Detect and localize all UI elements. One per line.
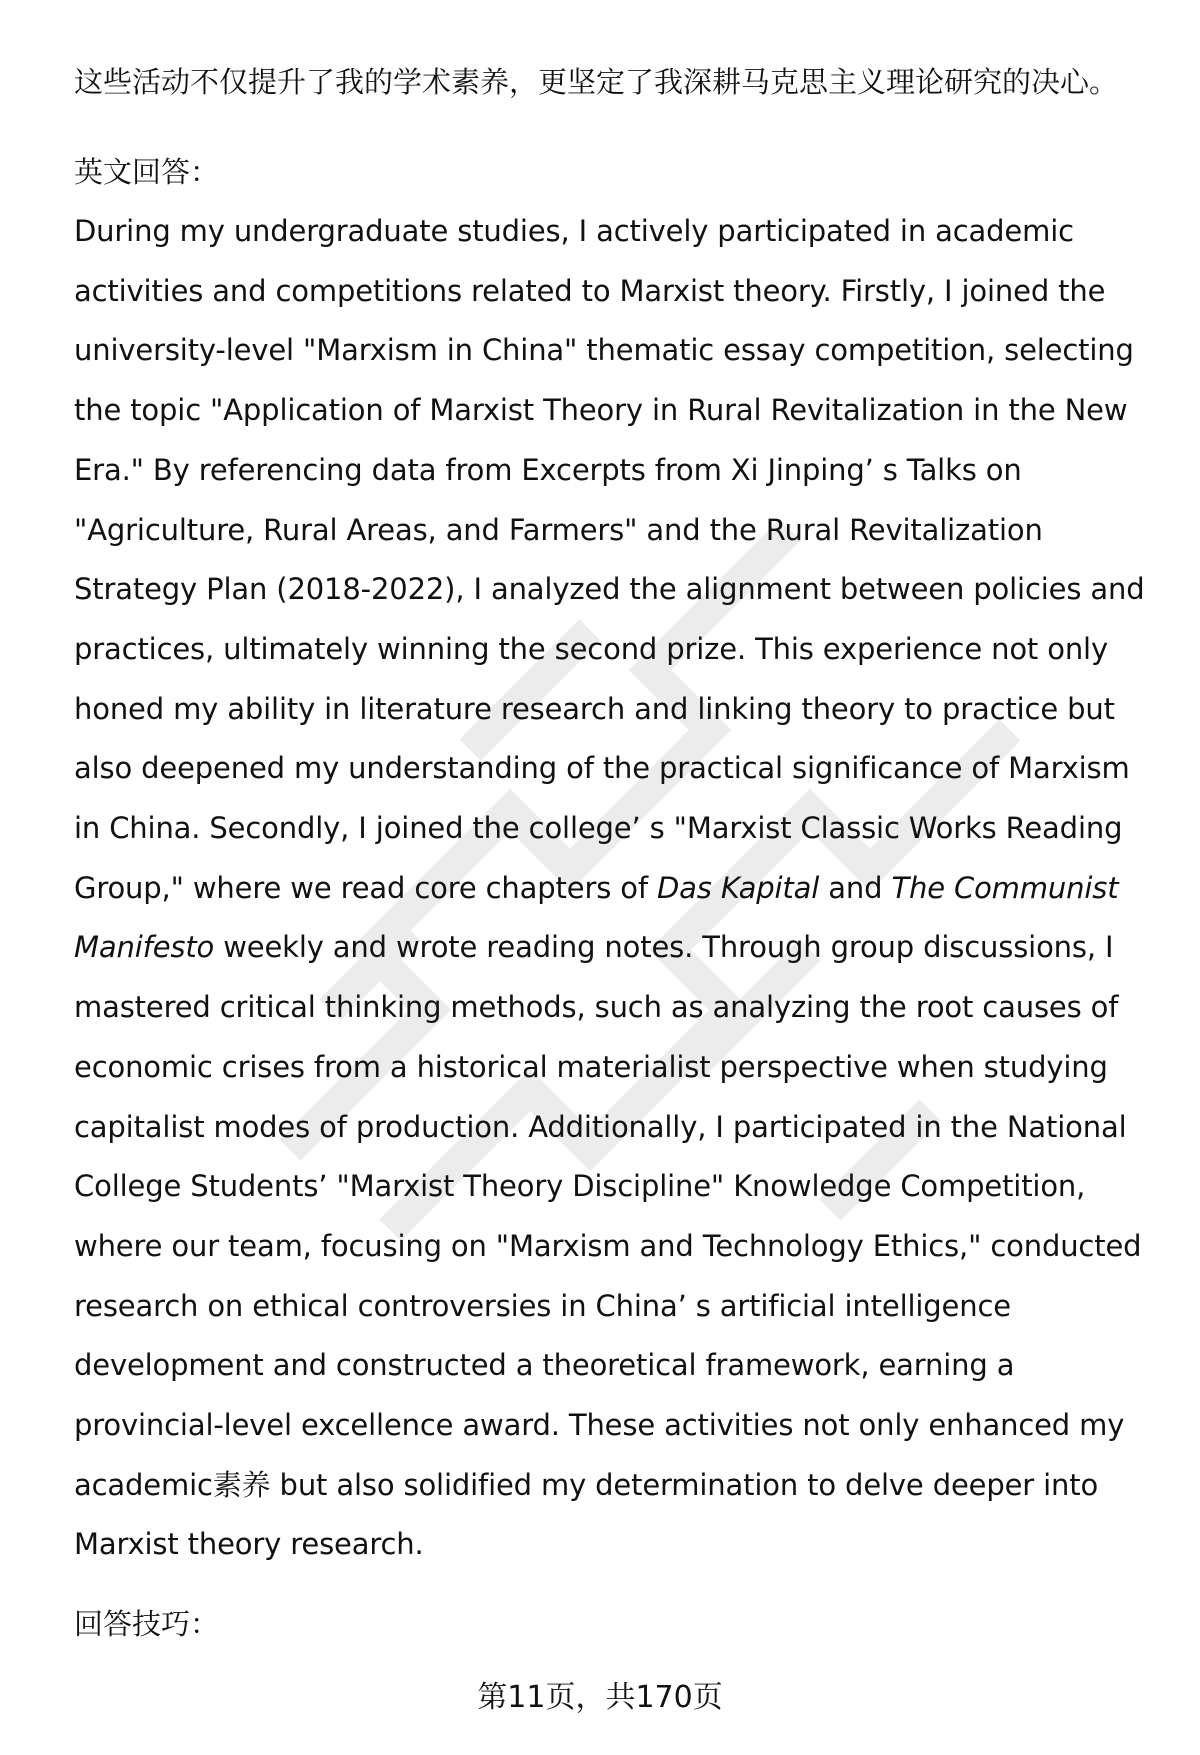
answer-text-part1: During my undergraduate studies, I actively participated in academic activities and competitions related to Marxist theory. Firstly, I joined the university-level "Marxism in China" thematic essay competition, selecting the topic "Application of Marxist Theory in Rural Revitalization in the New Era." By referencing data from Excerpts from Xi Jinping’ s Talks on "Agriculture, Rural Areas, and Farmers" and the Rural Revitalization Strategy Plan (2018-2022), I analyzed the alignment between policies and practices, ultimately winning the second prize. This experience not only honed my ability in literature research and linking theory to practice but also deepened my understanding of the practical significance of Marxism in China. Secondly, I joined the college’ s "Marxist Classic Works Reading Group," where we read core chapters of (74, 214, 1145, 905)
answer-tips-label: 回答技巧： (74, 1607, 220, 1641)
english-answer-label: 英文回答： (74, 155, 220, 189)
intro-line: 这些活动不仅提升了我的学术素养，更坚定了我深耕马克思主义理论研究的决心。 (74, 65, 1119, 99)
english-answer-paragraph (74, 202, 1164, 1575)
answer-text-part2: and (819, 870, 892, 905)
page-indicator: 第11页，共170页 (477, 1680, 723, 1715)
answer-title-das-kapital: Das Kapital (656, 870, 820, 905)
document-body (74, 52, 1164, 1575)
answer-text-part3: weekly and wrote reading notes. Through group discussions, I mastered critical thinking methods, such as analyzing the root causes of economic crises from a historical materialist perspective when studying capitalist modes of production. Additionally, I participated in the National College Students’ "Marxist Theory Discipline" Knowledge Competition, where our team, focusing on "Marxism and Technology Ethics," conducted research on ethical controversies in China’ s artificial intelligence development and constructed a theoretical framework, earning a provincial-level excellence award. These activities not only enhanced my academic素养 but also solidified my determination to delve deeper into Marxist theory research. (74, 930, 1142, 1562)
answer-title-communist-manifesto: The Communist Manifesto (74, 870, 1119, 965)
